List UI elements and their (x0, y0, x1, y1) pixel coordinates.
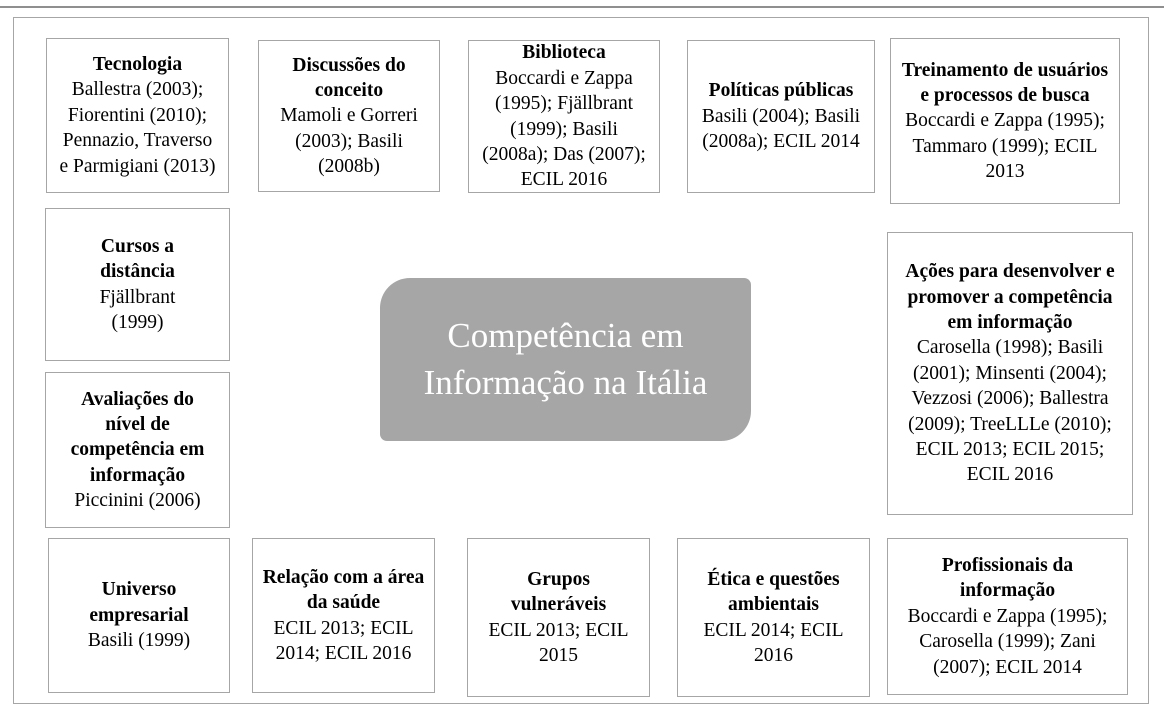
topic-text (900, 58, 1110, 185)
topic-text (897, 553, 1118, 680)
topic-refs: Ballestra (2003); Fiorentini (2010); Pennazio, Traverso e Parmigiani (2013) (59, 79, 216, 177)
topic-title: Ações para desenvolver e promover a competência em informação (905, 261, 1115, 334)
topic-text (58, 577, 220, 653)
topic-refs: ECIL 2013; ECIL 2015 (488, 619, 629, 666)
topic-refs: Basili (1999) (87, 630, 191, 652)
topic-text (268, 53, 430, 180)
topic-box-tecnologia (46, 38, 229, 193)
topic-title: Profissionais da informação (941, 555, 1074, 602)
topic-box-avaliacoes-do-nivel (45, 372, 230, 528)
topic-text (262, 565, 425, 666)
topic-box-cursos-a-distancia (45, 208, 230, 361)
topic-text (488, 567, 629, 668)
topic-box-biblioteca (468, 40, 660, 193)
topic-box-relacao-area-saude (252, 538, 435, 693)
topic-title: Biblioteca (522, 42, 606, 64)
topic-title: Cursos a distância (100, 235, 175, 283)
topic-title: Avaliações do nível de competência em informação (70, 388, 205, 486)
topic-title: Grupos vulneráveis (510, 568, 607, 616)
topic-title: Tecnologia (92, 54, 183, 76)
topic-text (697, 78, 865, 154)
topic-title: Treinamento de usuários e processos de busca (901, 59, 1109, 106)
central-concept-label: Competência em Informação na Itália (423, 316, 708, 402)
central-concept-box (380, 278, 751, 441)
topic-refs: Carosella (1998); Basili (2001); Minsenti (2004); Vezzosi (2006); Ballestra (2009); TreeLLLe (2010); ECIL 2013; ECIL 2015; ECIL 2016 (908, 337, 1112, 486)
topic-title: Relação com a área da saúde (262, 566, 425, 614)
topic-box-acoes-para-desenvolver (887, 232, 1133, 515)
topic-box-politicas-publicas (687, 40, 875, 193)
topic-text (72, 234, 203, 335)
topic-refs: ECIL 2014; ECIL 2016 (703, 619, 844, 666)
topic-box-universo-empresarial (48, 538, 230, 693)
topic-box-grupos-vulneraveis (467, 538, 650, 697)
topic-title: Discussões do conceito (292, 54, 406, 101)
topic-text (478, 40, 650, 192)
topic-text (59, 387, 216, 514)
topic-refs: Boccardi e Zappa (1995); Fjällbrant (1999); Basili (2008a); Das (2007); ECIL 2016 (482, 67, 646, 191)
topic-title: Universo empresarial (89, 579, 189, 626)
topic-refs: Fjällbrant (1999) (99, 286, 176, 333)
topic-box-etica-questoes-ambientais (677, 538, 870, 697)
topic-refs: Basili (2004); Basili (2008a); ECIL 2014 (701, 105, 861, 153)
topic-text (687, 567, 860, 668)
topic-refs: Piccinini (2006) (74, 490, 201, 512)
topic-box-discussoes-do-conceito (258, 40, 440, 192)
topic-refs: ECIL 2013; ECIL 2014; ECIL 2016 (273, 617, 414, 664)
topic-refs: Boccardi e Zappa (1995); Carosella (1999); Zani (2007); ECIL 2014 (907, 605, 1108, 678)
topic-refs: Mamoli e Gorreri (2003); Basili (2008b) (280, 105, 418, 178)
topic-text (897, 259, 1123, 487)
topic-title: Ética e questões ambientais (707, 568, 840, 616)
topic-refs: Boccardi e Zappa (1995); Tammaro (1999); ECIL 2013 (905, 110, 1105, 183)
topic-box-profissionais-da-informacao (887, 538, 1128, 695)
topic-text (56, 52, 219, 179)
topic-title: Políticas públicas (708, 80, 854, 102)
topic-box-treinamento-de-usuarios (890, 38, 1120, 204)
top-divider-rule (0, 6, 1164, 8)
